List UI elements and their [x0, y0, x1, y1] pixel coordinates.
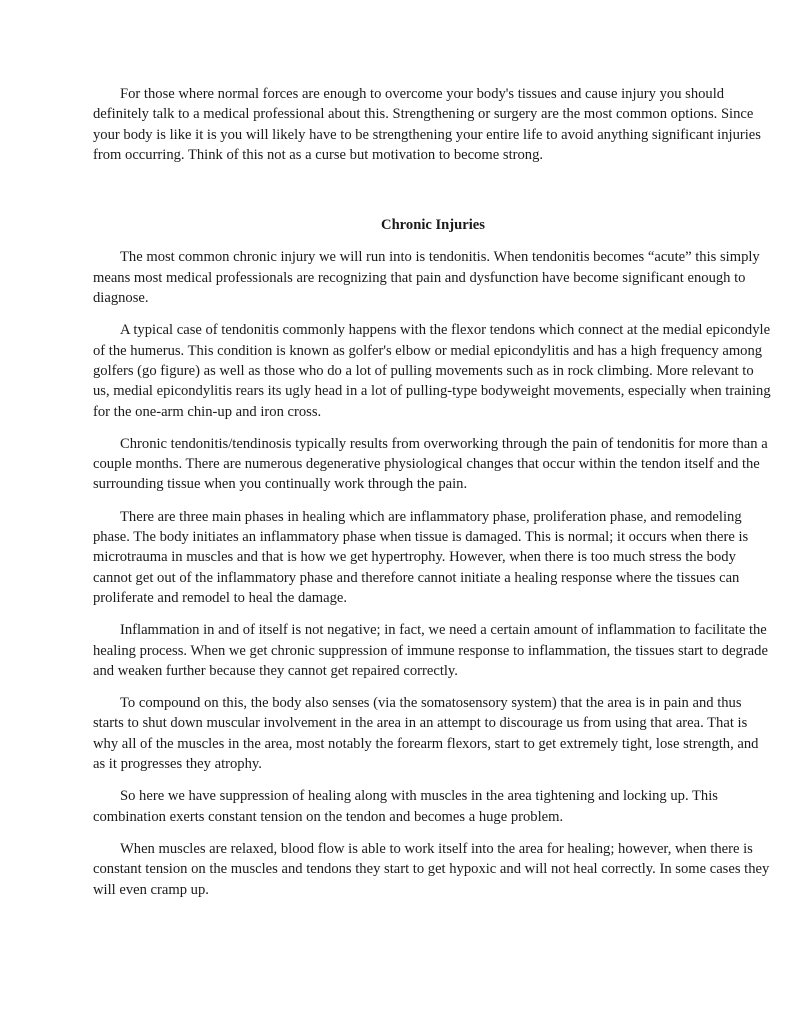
intro-paragraph: For those where normal forces are enough to overcome your body's tissues and cause injury you should definitely talk to a medical professional about this. Strengthening or surgery are the most common options. Since your body is like it is you will likely have to be strengthening your entire life to avoid anything significant injuries from occurring. Think of this not as a curse but motivation to become strong. [93, 86, 761, 163]
body-paragraph: There are three main phases in healing which are inflammatory phase, proliferation phase, and remodeling phase. The body initiates an inflammatory phase when tissue is damaged. This is normal; it occurs when there is microtrauma in muscles and that is how we get hypertrophy. However, when there is too much stress the body cannot get out of the inflammatory phase and therefore cannot initiate a healing response where the tissues can proliferate and remodel to heal the damage. [93, 508, 749, 606]
document-page [93, 84, 773, 912]
body-paragraph: Inflammation in and of itself is not negative; in fact, we need a certain amount of inflammation to facilitate the healing process. When we get chronic suppression of immune response to inflammation, the tissues start to degrade and weaken further because they cannot get repaired correctly. [93, 622, 768, 679]
body-paragraph: When muscles are relaxed, blood flow is able to work itself into the area for healing; however, when there is constant tension on the muscles and tendons they start to get hypoxic and will not heal correctly. In some cases they will even cramp up. [93, 840, 770, 898]
body-paragraph: To compound on this, the body also senses (via the somatosensory system) that the area is in pain and thus starts to shut down muscular involvement in the area in an attempt to discourage us from using that area. That is why all of the muscles in the area, most notably the forearm flexors, start to get extremely tight, lose strength, and as it progresses they atrophy. [93, 695, 759, 773]
body-paragraph: Chronic tendonitis/tendinosis typically results from overworking through the pain of tendonitis for more than a couple months. There are numerous degenerative physiological changes that occur within the tendon itself and the surrounding tissue when you continually work through the pain. [93, 435, 768, 493]
section-heading: Chronic Injuries [381, 217, 485, 234]
body-paragraph: A typical case of tendonitis commonly happens with the flexor tendons which connect at the medial epicondyle of the humerus. This condition is known as golfer's elbow or medial epicondylitis and has a high frequency among golfers (go figure) as well as those who do a lot of pulling movements such as in rock climbing. More relevant to us, medial epicondylitis rears its ugly head in a lot of pulling-type bodyweight movements, especially when training for the one-arm chin-up and iron cross. [93, 322, 771, 420]
body-paragraph: The most common chronic injury we will run into is tendonitis. When tendonitis becomes “acute” this simply means most medical professionals are recognizing that pain and dysfunction have become significant enough to diagnose. [93, 249, 760, 307]
body-paragraph: So here we have suppression of healing along with muscles in the area tightening and locking up. This combination exerts constant tension on the tendon and becomes a huge problem. [93, 788, 718, 825]
